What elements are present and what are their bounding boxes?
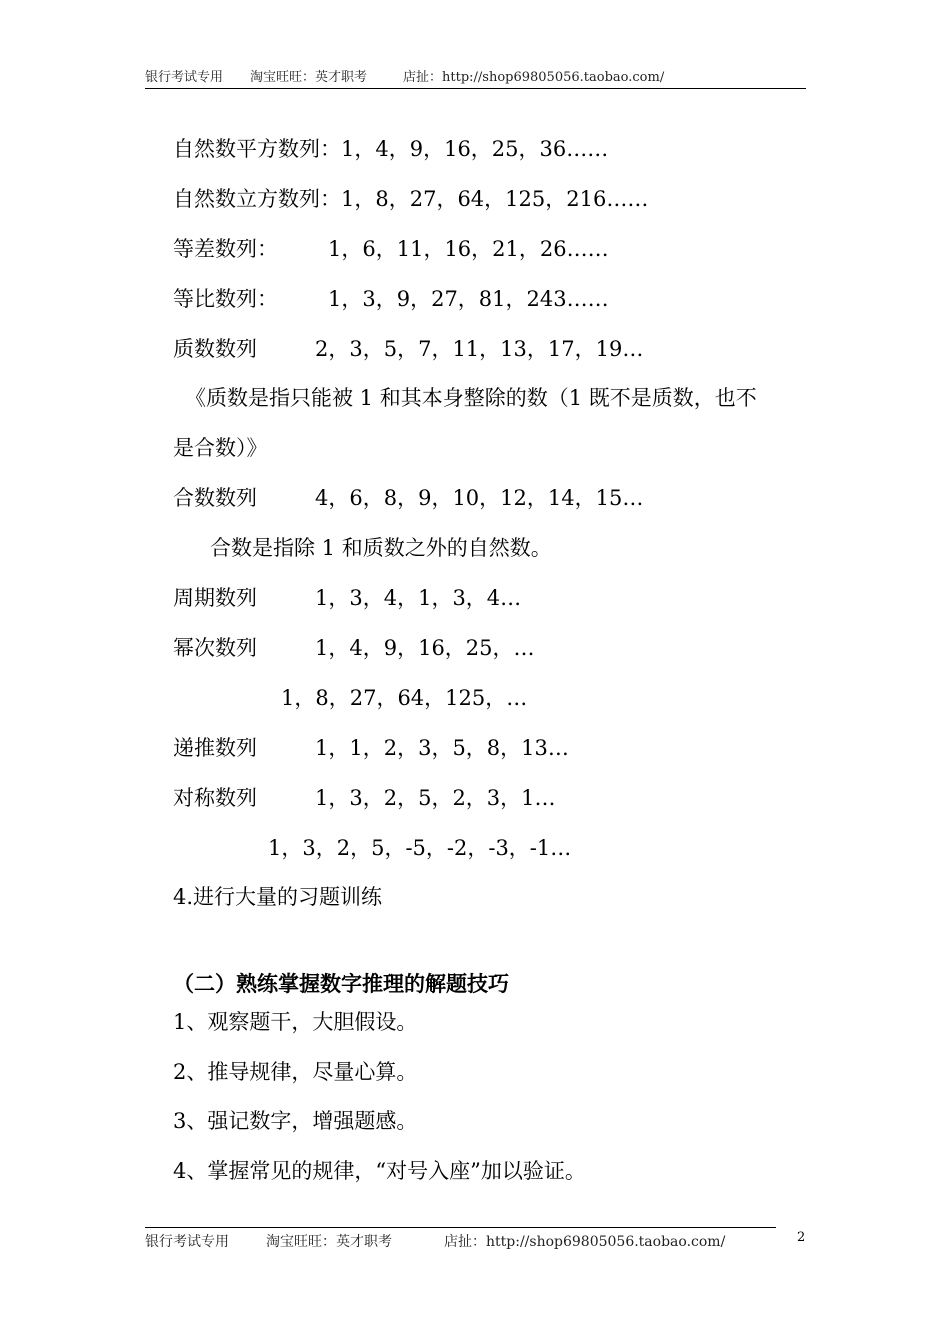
sequence-prime — [173, 335, 643, 363]
tip-item: 3、强记数字，增强题感。 — [173, 1109, 418, 1133]
sequence-values: 1，1，2，3，5，8，13… — [315, 736, 569, 760]
sequence-label: 质数数列 — [173, 337, 257, 361]
sequence-values: 4，6，8，9，10，12，14，15… — [315, 486, 644, 510]
sequence-label: 递推数列 — [173, 736, 257, 760]
sequence-cube — [173, 185, 648, 213]
footer-rule — [145, 1227, 776, 1228]
header-label: 银行考试专用 — [145, 70, 224, 85]
sequence-label: 幂次数列 — [173, 636, 257, 660]
sequence-values: 1，4，9，16，25，36…… — [341, 137, 609, 161]
footer-url: 店扯：http://shop69805056.taobao.com/ — [444, 1234, 726, 1250]
sequence-label: 合数数列 — [173, 486, 257, 510]
prime-note-line1: 《质数是指只能被 1 和其本身整除的数（1 既不是质数，也不 — [185, 386, 757, 410]
page-number: 2 — [797, 1230, 806, 1245]
page-header — [145, 66, 806, 89]
sequence-label: 周期数列 — [173, 586, 257, 610]
sequence-label: 等差数列： — [173, 237, 278, 261]
sequence-values: 1，3，2，5，2，3，1… — [315, 786, 556, 810]
sequence-values: 2，3，5，7，11，13，17，19… — [315, 337, 644, 361]
sequence-values: 1，6，11，16，21，26…… — [328, 237, 609, 261]
tip-item: 4、掌握常见的规律，“对号入座”加以验证。 — [173, 1159, 586, 1183]
sequence-symmetric — [173, 784, 556, 812]
prime-note-line2: 是合数）》 — [173, 436, 268, 460]
sequence-values: 1，3，9，27，81，243…… — [328, 287, 609, 311]
sequence-values: 1，8，27，64，125，216…… — [341, 187, 649, 211]
sequence-values: 1，4，9，16，25，… — [315, 636, 535, 660]
section-title: （二）熟练掌握数字推理的解题技巧 — [173, 971, 509, 996]
sequence-geometric — [173, 285, 609, 313]
footer-label: 银行考试专用 — [145, 1234, 229, 1250]
header-url: 店扯：http://shop69805056.taobao.com/ — [403, 70, 665, 85]
tip-item: 1、观察题干，大胆假设。 — [173, 1010, 418, 1034]
sequence-label: 自然数立方数列： — [173, 187, 341, 211]
sequence-label: 对称数列 — [173, 786, 257, 810]
sequence-recursive — [173, 734, 569, 762]
header-shop: 淘宝旺旺：英才职考 — [250, 70, 368, 85]
footer-shop: 淘宝旺旺：英才职考 — [266, 1234, 392, 1250]
sequence-power — [173, 634, 535, 662]
item-4: 4.进行大量的习题训练 — [173, 885, 383, 909]
sequence-square — [173, 135, 608, 163]
sequence-composite — [173, 484, 643, 512]
page-footer — [145, 1231, 845, 1253]
sequence-label: 自然数平方数列： — [173, 137, 341, 161]
sequence-periodic — [173, 584, 521, 612]
tip-item: 2、推导规律，尽量心算。 — [173, 1060, 418, 1084]
sequence-label: 等比数列： — [173, 287, 278, 311]
composite-note: 合数是指除 1 和质数之外的自然数。 — [210, 536, 552, 560]
sequence-values: 1，3，4，1，3，4… — [315, 586, 522, 610]
sequence-symmetric-values2: 1，3，2，5，-5，-2，-3，-1… — [268, 836, 572, 860]
sequence-arithmetic — [173, 235, 609, 263]
sequence-power-values2: 1，8，27，64，125，… — [281, 686, 528, 710]
